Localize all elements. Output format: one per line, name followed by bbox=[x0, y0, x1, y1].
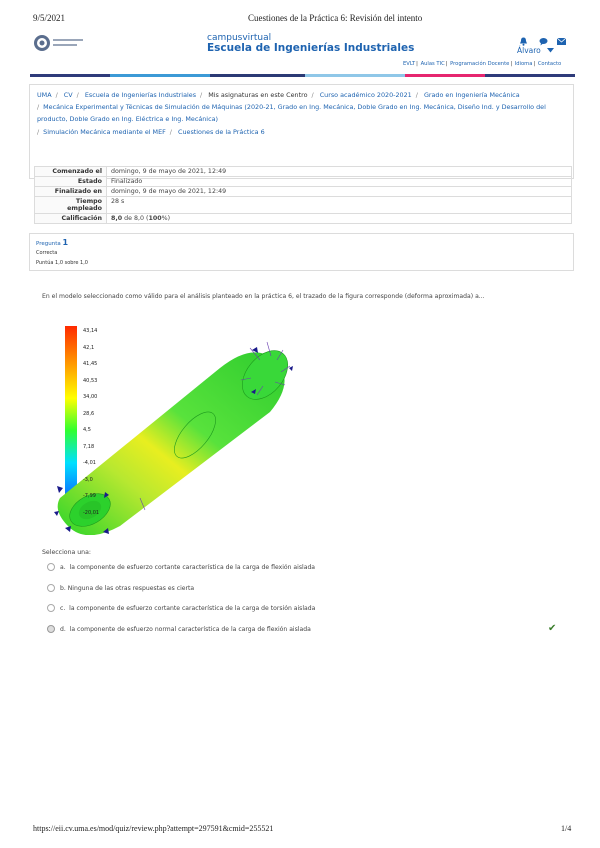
fea-stress-figure bbox=[45, 320, 315, 535]
correct-check-icon: ✔ bbox=[548, 623, 557, 634]
grade-value bbox=[107, 214, 572, 224]
legend-label: -3,0 bbox=[83, 476, 93, 483]
breadcrumb: UMA / CV / Escuela de Ingenierías Industriales / Mis asignaturas en este Centro / Curso académico 2020-2021 / Grado en Ingeniería Mecánica / Mecánica Experimental y Técnicas de Simulación de Máquinas (2020-21, Grado en Ing. Mecánica, Doble Grado en Ing. Mecánica, Diseño Ind. y Desarrollo del producto, Doble Grado en Ing. Eléctrica e Ing. Mecánica) / Simulación Mecánica mediante el MEF / Cuestiones de la Práctica 6 bbox=[29, 84, 574, 179]
summary-key: Estado bbox=[35, 177, 107, 187]
question-mark: Puntúa 1,0 sobre 1,0 bbox=[36, 260, 88, 266]
answer-option-a[interactable] bbox=[47, 563, 315, 571]
summary-value: domingo, 9 de mayo de 2021, 12:49 bbox=[107, 167, 572, 177]
legend-label: 28,6 bbox=[83, 410, 95, 417]
top-links: EVLT| Aulas TIC| Programación Docente| Idioma| Contacto bbox=[403, 61, 562, 67]
option-letter: a. bbox=[60, 563, 66, 571]
table-row bbox=[35, 214, 572, 224]
legend-label: 41,45 bbox=[83, 361, 98, 367]
chat-icon[interactable] bbox=[539, 37, 548, 46]
breadcrumb-item-degree[interactable]: Grado en Ingeniería Mecánica bbox=[423, 91, 520, 99]
breadcrumb-item-course[interactable]: Mecánica Experimental y Técnicas de Simulación de Máquinas (2020-21, Grado en Ing. Mecánica, Doble Grado en Ing. Mecánica, Diseño Ind. y Desarrollo del producto, Doble Grado en Ing. Eléctrica e Ing. Mecánica) bbox=[37, 103, 546, 124]
question-info bbox=[29, 233, 574, 271]
summary-key: Finalizado en bbox=[35, 187, 107, 197]
radio-a[interactable] bbox=[47, 563, 55, 571]
question-text: En el modelo seleccionado como válido para el análisis planteado en la práctica 6, el trazado de la figura corresponde (deforma aproximada) a... bbox=[42, 293, 485, 300]
legend-label: 34,00 bbox=[83, 394, 98, 400]
question-state: Correcta bbox=[36, 250, 58, 256]
answer-option-d[interactable] bbox=[47, 625, 311, 633]
print-page: 1/4 bbox=[561, 824, 572, 833]
chevron-down-icon[interactable] bbox=[547, 48, 554, 53]
color-stripe bbox=[30, 74, 575, 77]
legend-label: 4,5 bbox=[83, 427, 91, 433]
university-logo[interactable] bbox=[33, 33, 88, 53]
table-row bbox=[35, 177, 572, 187]
mail-icon[interactable] bbox=[557, 38, 566, 45]
option-text: la componente de esfuerzo normal característica de la carga de flexión aislada bbox=[69, 625, 311, 633]
legend-label: -4,01 bbox=[83, 460, 96, 466]
breadcrumb-item-school[interactable]: Escuela de Ingenierías Industriales bbox=[84, 91, 197, 99]
answer-option-c[interactable] bbox=[47, 604, 315, 612]
option-text: la componente de esfuerzo cortante característica de la carga de flexión aislada bbox=[69, 563, 316, 571]
table-row bbox=[35, 197, 572, 214]
summary-key: Comenzado el bbox=[35, 167, 107, 177]
legend-label: 43,14 bbox=[83, 328, 98, 334]
breadcrumb-item-section[interactable]: Simulación Mecánica mediante el MEF bbox=[43, 127, 166, 136]
link-evlt[interactable]: EVLT bbox=[403, 61, 416, 67]
breadcrumb-item-academic-year[interactable]: Curso académico 2020-2021 bbox=[319, 91, 412, 99]
attempt-summary-table bbox=[34, 166, 572, 224]
question-label: Pregunta bbox=[36, 241, 61, 247]
radio-d[interactable] bbox=[47, 625, 55, 633]
summary-key: Calificación bbox=[35, 214, 107, 224]
legend-label: 7,18 bbox=[83, 443, 95, 450]
option-text: Ninguna de las otras respuestas es cierta bbox=[67, 584, 195, 592]
option-text: la componente de esfuerzo cortante característica de la carga de torsión aislada bbox=[69, 604, 316, 612]
option-letter: b. bbox=[60, 584, 66, 592]
print-date: 9/5/2021 bbox=[33, 13, 66, 23]
link-aulas-tic[interactable]: Aulas TIC bbox=[420, 61, 445, 67]
grade-score: 8,0 bbox=[111, 215, 123, 222]
user-menu[interactable] bbox=[517, 46, 554, 55]
answer-option-b[interactable] bbox=[47, 584, 194, 592]
question-num: 1 bbox=[62, 238, 69, 247]
option-letter: d. bbox=[60, 625, 66, 633]
radio-b[interactable] bbox=[47, 584, 55, 592]
print-url: https://eii.cv.uma.es/mod/quiz/review.php?attempt=297591&cmid=255521 bbox=[33, 824, 274, 833]
breadcrumb-item-cv[interactable]: CV bbox=[63, 91, 73, 99]
breadcrumb-item-quiz[interactable]: Cuestiones de la Práctica 6 bbox=[178, 127, 265, 136]
legend-label: -20,01 bbox=[83, 509, 100, 516]
summary-value: domingo, 9 de mayo de 2021, 12:49 bbox=[107, 187, 572, 197]
site-name[interactable]: Escuela de Ingenierías Industriales bbox=[207, 42, 415, 54]
summary-value: Finalizado bbox=[107, 177, 572, 187]
option-letter: c. bbox=[60, 604, 66, 612]
grade-max: de 8,0 ( bbox=[122, 215, 149, 222]
radio-c[interactable] bbox=[47, 604, 55, 612]
table-row bbox=[35, 187, 572, 197]
grade-percent: 100 bbox=[148, 215, 162, 222]
select-prompt: Selecciona una: bbox=[42, 549, 91, 556]
summary-key: Tiempo empleado bbox=[35, 197, 107, 214]
print-title: Cuestiones de la Práctica 6: Revisión del intento bbox=[248, 13, 423, 23]
breadcrumb-item-my-subjects[interactable]: Mis asignaturas en este Centro bbox=[208, 91, 308, 99]
question-number bbox=[36, 238, 68, 247]
legend-label: -7,99 bbox=[83, 493, 96, 499]
user-name[interactable]: Álvaro bbox=[517, 46, 541, 55]
summary-value: 28 s bbox=[107, 197, 572, 214]
legend-label: 40,53 bbox=[83, 377, 98, 384]
legend-labels bbox=[83, 323, 113, 521]
link-idioma[interactable]: Idioma bbox=[514, 61, 533, 67]
link-programacion-docente[interactable]: Programación Docente bbox=[450, 61, 510, 67]
link-contacto[interactable]: Contacto bbox=[537, 61, 562, 67]
site-name-small[interactable]: campusvirtual bbox=[207, 33, 272, 43]
breadcrumb-item-uma[interactable]: UMA bbox=[37, 91, 52, 99]
legend-label: 42,1 bbox=[83, 344, 95, 351]
table-row bbox=[35, 167, 572, 177]
grade-tail: %) bbox=[161, 215, 171, 222]
bell-icon[interactable] bbox=[519, 37, 528, 46]
